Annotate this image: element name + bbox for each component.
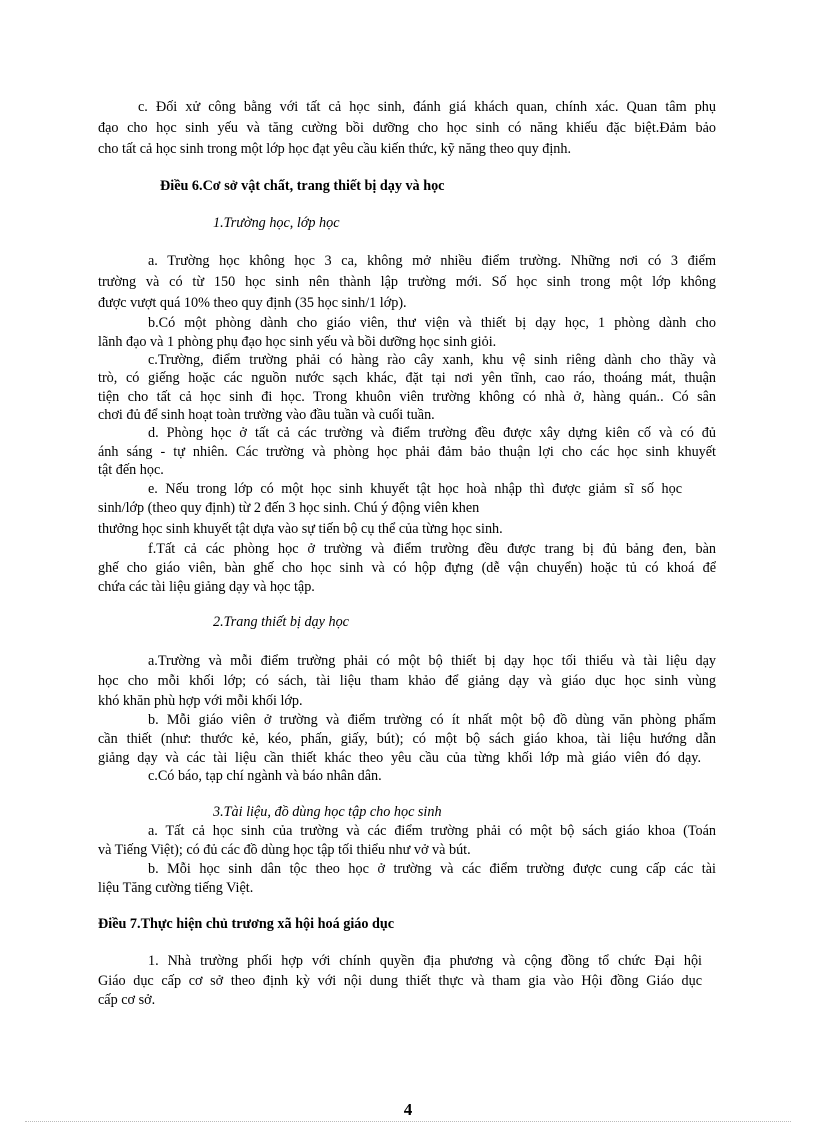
text-line: học cho mỗi khối lớp; có sách, tài liệu tham khảo để giảng dạy và giáo dục học sinh vùng [98,673,716,689]
text-line: ánh sáng - tự nhiên. Các trường và phòng học phải đảm bảo thuận lợi cho các học sinh khuyết [98,444,716,460]
text-line: chứa các tài liệu giảng dạy và học tập. [98,579,315,595]
text-line: thưởng học sinh khuyết tật dựa vào sự tiến bộ cụ thể của từng học sinh. [98,521,503,537]
text-line: b. Mỗi học sinh dân tộc theo học ở trường và các điểm trường được cung cấp các tài [148,861,716,877]
subsection-heading: 2.Trang thiết bị dạy học [213,614,349,630]
text-line: được vượt quá 10% theo quy định (35 học sinh/1 lớp). [98,295,407,311]
page-number: 4 [403,1100,413,1119]
text-line: 1. Nhà trường phối hợp với chính quyền địa phương và cộng đồng tổ chức Đại hội [148,953,702,969]
text-line: khó khăn phù hợp với mỗi khối lớp. [98,693,303,709]
section-heading: Điều 7.Thực hiện chủ trương xã hội hoá giáo dục [98,916,395,932]
text-line: và Tiếng Việt); có đủ các đồ dùng học tập tối thiểu như vở và bút. [98,842,471,858]
text-line: sinh/lớp (theo quy định) từ 2 đến 3 học sinh. Chú ý động viên khen [98,500,480,516]
text-line: trường và có từ 150 học sinh nên thành lập trường mới. Số học sinh trong một lớp không [98,274,716,290]
text-line: tiện cho tất cả học sinh đi học. Trong khuôn viên trường không có nhà ở, hàng quán.. Có sân [98,389,716,405]
text-line: giảng dạy và các tài liệu cần thiết khác theo yêu cầu của từng khối lớp mà giáo viên đó dạy. [98,750,701,766]
text-line: Giáo dục cấp cơ sở theo định kỳ với nội dung thiết thực và tham gia vào Hội đồng Giáo dục [98,973,702,989]
text-line: liệu Tăng cường tiếng Việt. [98,880,254,896]
text-line: cho tất cả học sinh trong một lớp học đạt yêu cầu kiến thức, kỹ năng theo quy định. [98,141,572,157]
text-line: cấp cơ sở. [98,992,156,1008]
text-line: đạo cho học sinh yếu và tăng cường bồi dưỡng cho học sinh có năng khiếu đặc biệt.Đảm bảo [98,120,716,136]
section-heading: Điều 6.Cơ sở vật chất, trang thiết bị dạy và học [160,178,445,194]
text-line: d. Phòng học ở tất cả các trường và điểm trường đều được xây dựng kiên cố và có đủ [148,425,716,441]
text-line: c. Đối xử công bằng với tất cả học sinh, đánh giá khách quan, chính xác. Quan tâm phụ [138,99,716,115]
footer-divider [25,1121,791,1122]
text-line: b.Có một phòng dành cho giáo viên, thư viện và thiết bị dạy học, 1 phòng dành cho [148,315,716,331]
text-line: cần thiết (như: thước kẻ, kéo, phấn, giấy, bút); có một bộ sách giáo khoa, tài liệu hướng dẫn [98,731,716,747]
text-line: chơi đủ để sinh hoạt toàn trường vào đầu tuần và cuối tuần. [98,407,435,423]
text-line: lãnh đạo và 1 phòng phụ đạo học sinh yếu và bồi dưỡng học sinh giỏi. [98,334,497,350]
text-line: a. Trường học không học 3 ca, không mở nhiều điểm trường. Những nơi có 3 điểm [148,253,716,269]
text-line: c.Có báo, tạp chí ngành và báo nhân dân. [148,768,382,784]
text-line: c.Trường, điểm trường phải có hàng rào cây xanh, khu vệ sinh riêng dành cho thầy và [148,352,716,368]
text-line: e. Nếu trong lớp có một học sinh khuyết tật học hoà nhập thì được giảm sĩ số học [148,481,682,497]
text-line: a. Tất cả học sinh của trường và các điểm trường phải có một bộ sách giáo khoa (Toán [148,823,716,839]
text-line: f.Tất cả các phòng học ở trường và điểm trường đều được trang bị đủ bảng đen, bàn [148,541,716,557]
text-line: tật đến học. [98,462,164,478]
text-line: a.Trường và mỗi điểm trường phải có một bộ thiết bị dạy học tối thiểu và tài liệu dạy [148,653,716,669]
subsection-heading: 3.Tài liệu, đồ dùng học tập cho học sinh [213,804,442,820]
text-line: ghế cho giáo viên, bàn ghế cho học sinh và có hộp đựng (dễ vận chuyển) hoặc tủ có khoá để [98,560,716,576]
text-line: b. Mỗi giáo viên ở trường và điểm trường có ít nhất một bộ đồ dùng văn phòng phẩm [148,712,716,728]
subsection-heading: 1.Trường học, lớp học [213,215,340,231]
text-line: trò, có giếng hoặc các nguồn nước sạch khác, đặt tại nơi yên tĩnh, cao ráo, thoáng mát, thuận [98,370,716,386]
